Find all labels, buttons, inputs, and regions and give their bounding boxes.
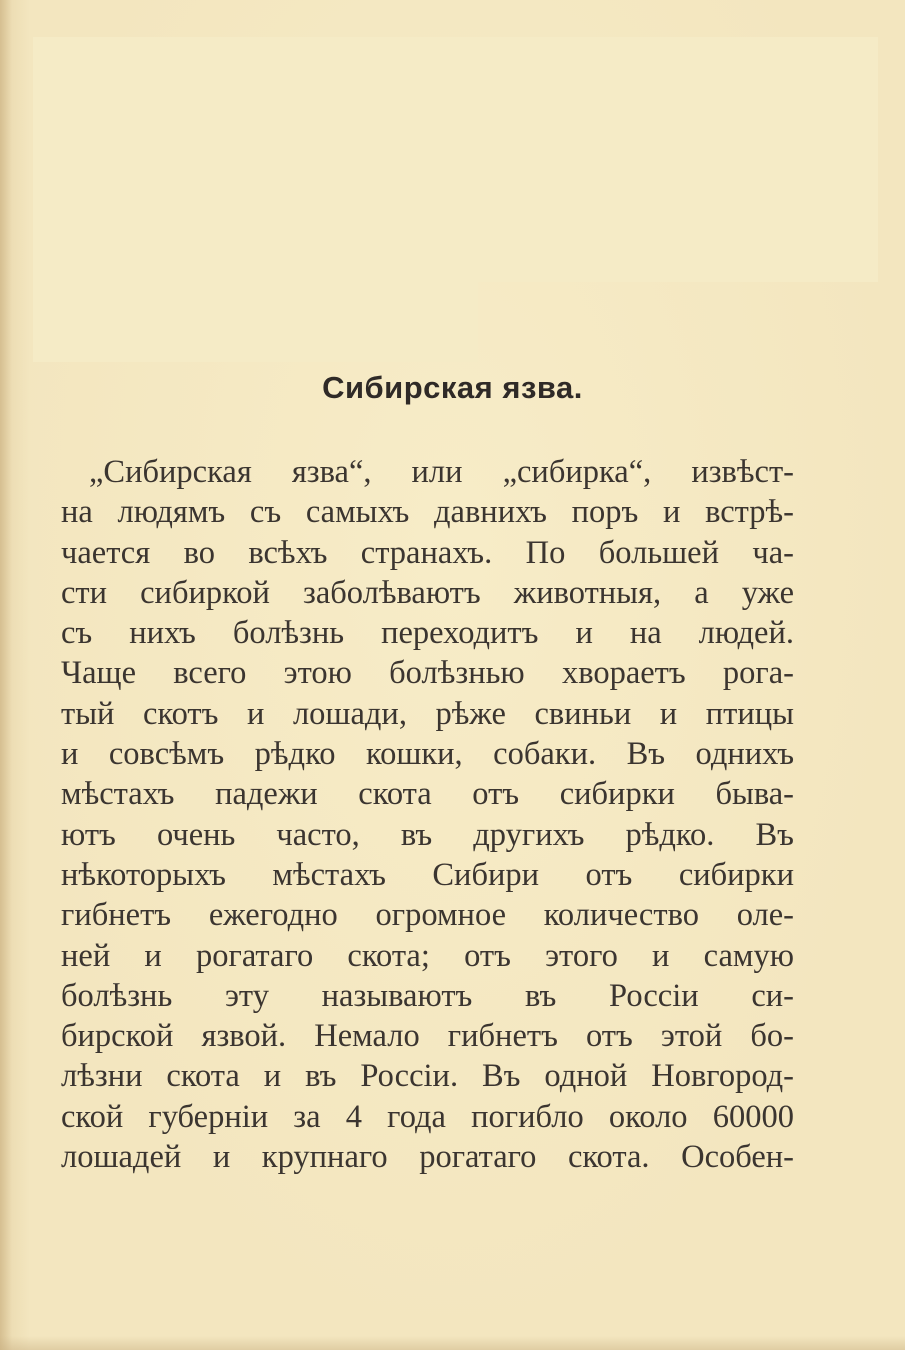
- text-line: Чаще всего этою болѣзнью хвораетъ рога-: [61, 655, 794, 692]
- text-line: ютъ очень часто, въ другихъ рѣдко. Въ: [61, 816, 794, 853]
- text-line: мѣстахъ падежи скота отъ сибирки быва-: [61, 776, 794, 813]
- text-line: „Сибирская язва“, или „сибирка“, извѣст-: [89, 454, 794, 490]
- text-line: съ нихъ болѣзнь переходитъ и на людей.: [61, 615, 794, 652]
- page-left-shadow: [0, 0, 12, 1350]
- text-line: болѣзнь эту называютъ въ Россіи си-: [61, 977, 794, 1014]
- text-line: гибнетъ ежегодно огромное количество оле-: [61, 897, 794, 934]
- blank-area: [33, 37, 478, 362]
- text-line: лошадей и крупнаго рогатаго скота. Особен-: [61, 1139, 794, 1176]
- text-line: чается во всѣхъ странахъ. По большей ча-: [61, 534, 794, 571]
- text-line: сти сибиркой заболѣваютъ животныя, а уже: [61, 574, 794, 611]
- text-line: нѣкоторыхъ мѣстахъ Сибири отъ сибирки: [61, 856, 794, 893]
- text-line: и совсѣмъ рѣдко кошки, собаки. Въ однихъ: [61, 736, 794, 773]
- text-line: тый скотъ и лошади, рѣже свиньи и птицы: [61, 695, 794, 732]
- text-line: лѣзни скота и въ Россіи. Въ одной Новгород-: [61, 1058, 794, 1095]
- text-line: ской губерніи за 4 года погибло около 60000: [61, 1098, 794, 1135]
- text-line: бирской язвой. Немало гибнетъ отъ этой бо-: [61, 1018, 794, 1055]
- page-bottom-shadow: [0, 1336, 905, 1350]
- text-line: на людямъ съ самыхъ давнихъ поръ и встрѣ-: [61, 494, 794, 531]
- blank-area-right: [478, 37, 878, 282]
- text-line: ней и рогатаго скота; отъ этого и самую: [61, 937, 794, 974]
- body-paragraph: [61, 452, 794, 1177]
- page-title: Сибирская язва.: [322, 370, 583, 405]
